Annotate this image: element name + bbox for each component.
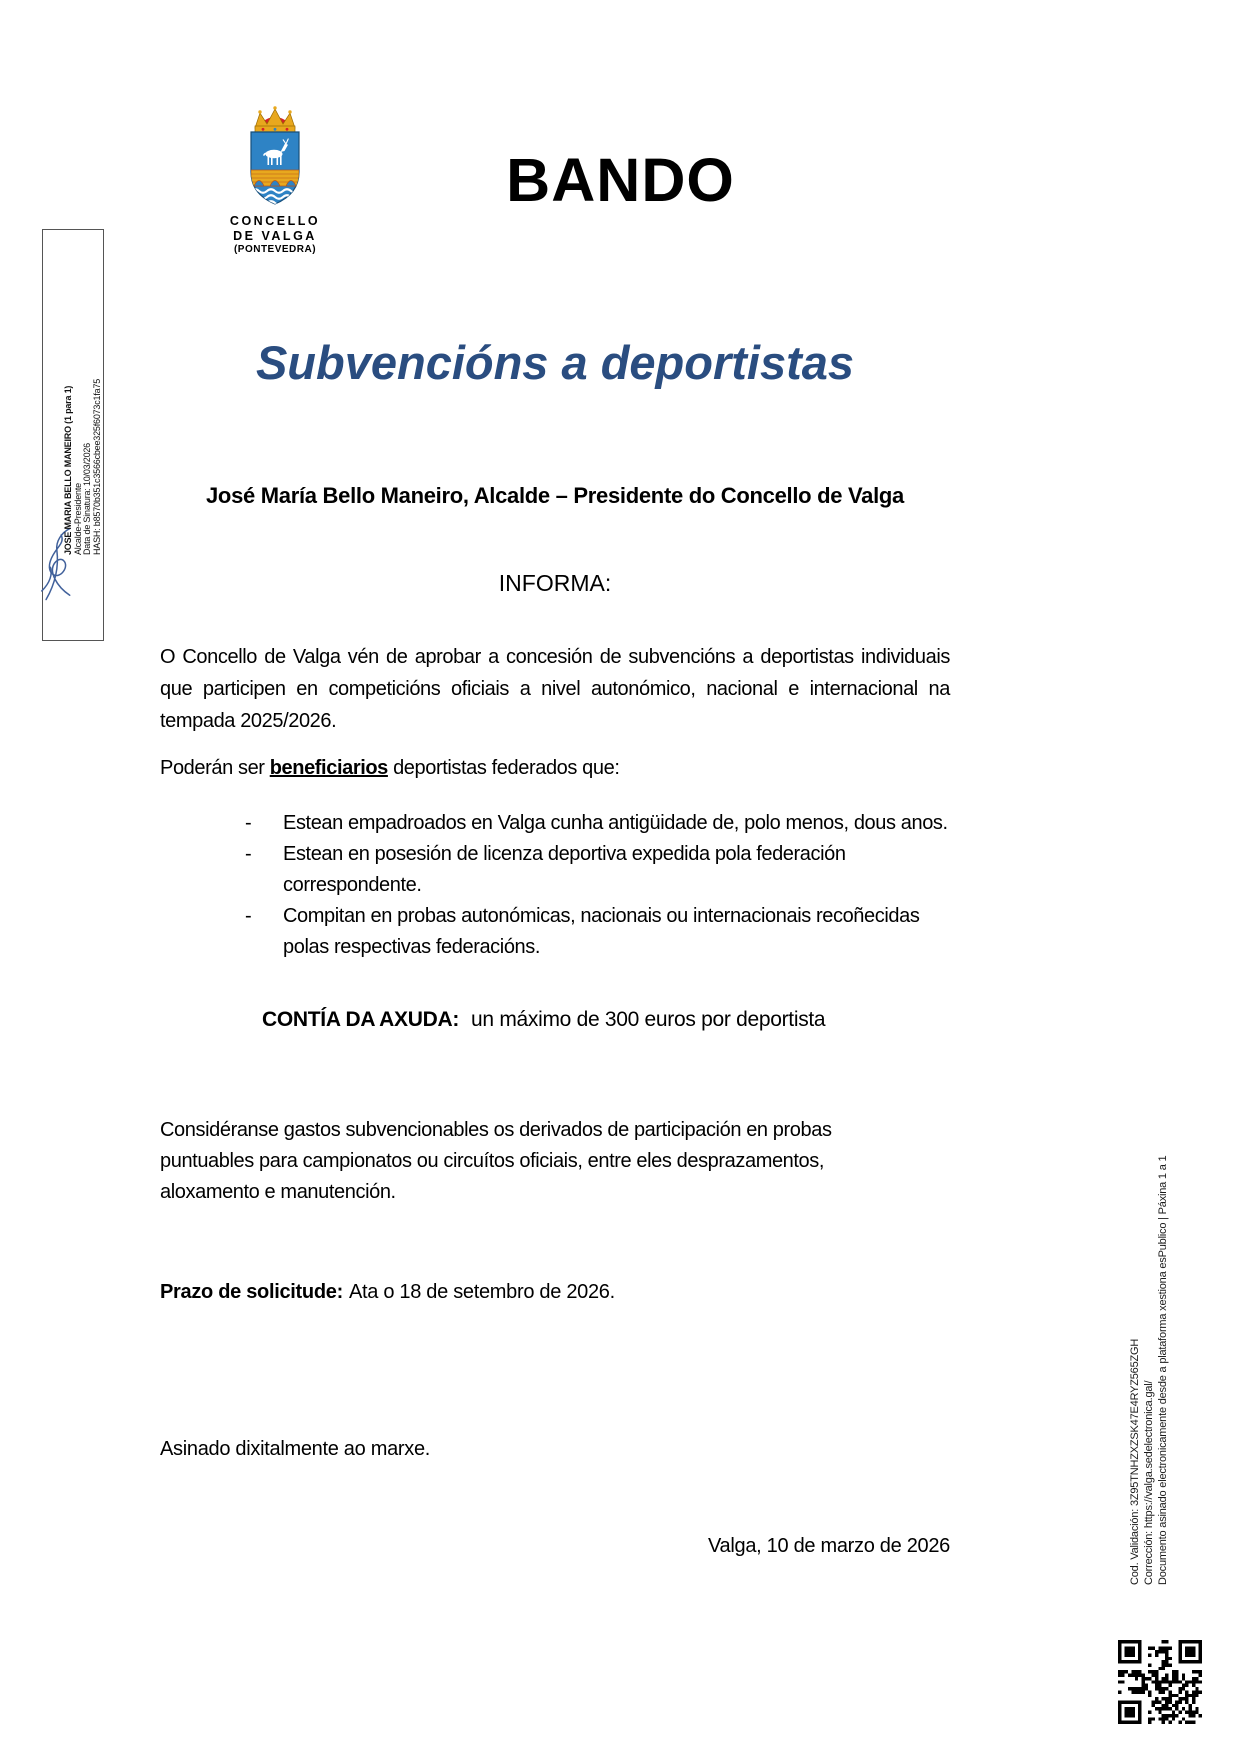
document-subtitle: Subvencións a deportistas [255,336,855,389]
document-title: BANDO [506,146,735,214]
informa-heading: INFORMA: [498,570,612,596]
deadline-line [160,1281,615,1304]
signer-role: Alcalde-Presidente [72,483,83,555]
bullet-dash: - [245,905,252,927]
author-line: José María Bello Maneiro, Alcalde – Presidente do Concello de Valga [206,483,904,508]
signer-name: JOSE MARIA BELLO MANEIRO (1 para 1) [63,385,73,555]
aid-amount-label: CONTÍA DA AXUDA: [262,1008,460,1031]
platform-note: Documento asinado electronicamente desde a plataforma xestiona esPublico | Páxina 1 a 1 [1157,1155,1169,1585]
signed-note: Asinado dixitalmente ao marxe. [160,1438,431,1460]
bullet-dash: - [245,843,252,865]
logo-province: (PONTEVEDRA) [233,244,317,255]
validation-footer [1128,1105,1170,1585]
beneficiaries-keyword: beneficiarios [269,757,388,779]
validation-code: Cod. Validación: 3Z95TNHZXZSK47E4RYZ565ZGH [1129,1338,1141,1585]
list-item-text: Estean en posesión de licenza deportiva expedida pola federación correspondente. [283,843,846,896]
list-item [160,808,950,839]
bullet-dash: - [245,812,252,834]
place-and-date: Valga, 10 de marzo de 2026 [707,1535,950,1557]
list-item-text: Estean empadroados en Valga cunha antigüidade de, polo menos, dous anos. [283,812,948,834]
logo-org-line2: DE VALGA [233,229,317,243]
list-item [160,839,950,901]
list-item-text: Compitan en probas autonómicas, nacionais ou internacionais recoñecidas polas respectivas federacións. [283,905,920,958]
aid-amount-value: un máximo de 300 euros por deportista [471,1008,826,1031]
logo-org-line1: CONCELLO [229,214,321,228]
list-item [160,901,950,963]
beneficiaries-suffix: deportistas federados que: [387,757,620,779]
qr-code [1118,1640,1202,1724]
paragraph-eligible-expenses: Considéranse gastos subvencionables os derivados de participación en probas puntuables para campionatos ou circuítos oficiais, entre eles desprazamentos, aloxamento e manutención. [160,1119,832,1203]
document-body [160,0,950,1755]
deadline-value: Ata o 18 de setembro de 2026. [348,1281,615,1303]
paragraph-beneficiaries [160,757,620,780]
signature-date: Data de Sinatura: 10/03/2026 [82,443,92,555]
verification-url: Corrección: https://valga.sedelectronica.gal/ [1143,1380,1155,1585]
deadline-label: Prazo de solicitude: [160,1281,343,1303]
aid-amount-line [262,1008,825,1032]
signature-margin-text [64,355,102,555]
requirements-list [160,808,950,963]
paragraph-approval: O Concello de Valga vén de aprobar a concesión de subvencións a deportistas individuais que participen en competicións oficiais a nivel autonómico, nacional e internacional na tempada 2025/2026. [160,646,950,732]
signature-hash: HASH: b8570b351c3566cbee325f6073c1fa75 [91,378,102,555]
beneficiaries-prefix: Poderán ser [160,757,270,779]
